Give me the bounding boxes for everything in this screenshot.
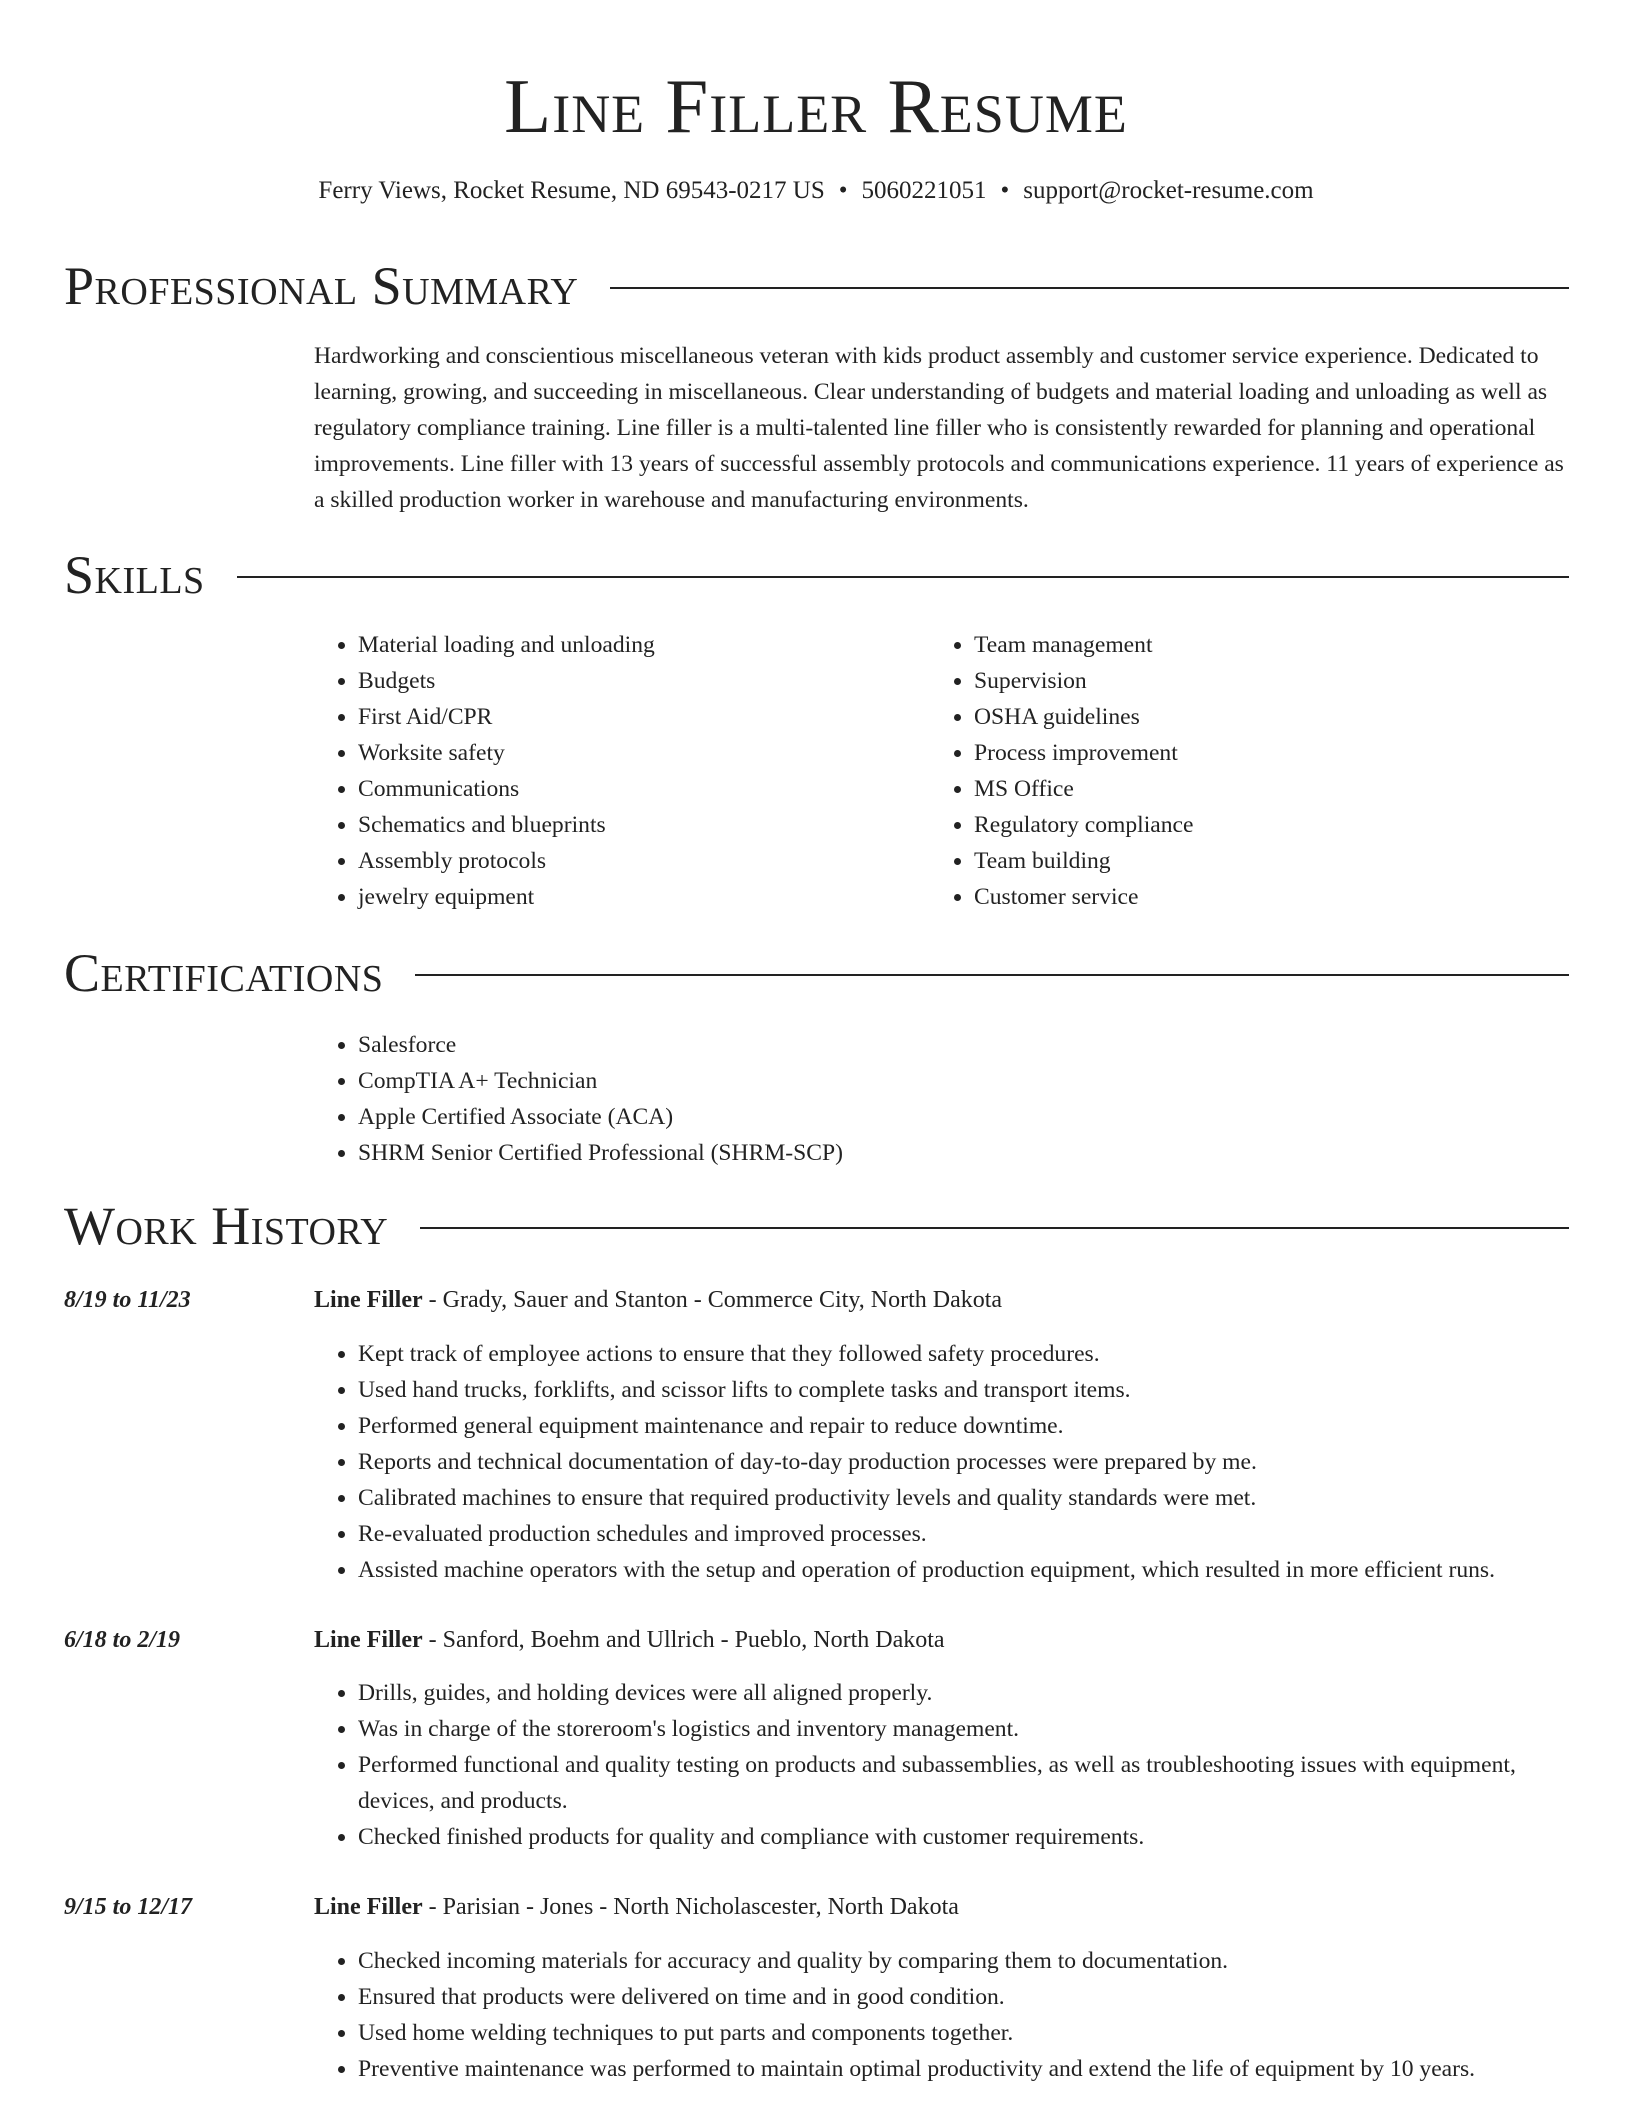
skill-item: • Material loading and unloading	[358, 627, 914, 663]
skill-item: • Team management	[974, 627, 1530, 663]
skills-section-header	[64, 543, 1569, 607]
job-bullet: • Kept track of employee actions to ensure that they followed safety procedures.	[358, 1336, 1574, 1372]
certification-item: • Apple Certified Associate (ACA)	[358, 1099, 1514, 1135]
certifications-section-header	[64, 941, 1569, 1005]
job-title: Line Filler	[314, 1627, 423, 1653]
skill-item: • MS Office	[974, 771, 1530, 807]
skill-item: • OSHA guidelines	[974, 699, 1530, 735]
job-bullet: • Was in charge of the storeroom's logistics and inventory management.	[358, 1711, 1574, 1747]
skill-item: • Process improvement	[974, 735, 1530, 771]
job-bullet: • Used hand trucks, forklifts, and scissor lifts to complete tasks and transport items.	[358, 1372, 1574, 1408]
job-bullet: • Checked finished products for quality and compliance with customer requirements.	[358, 1819, 1574, 1855]
contact-phone: 5060221051	[861, 177, 987, 204]
certification-item: • SHRM Senior Certified Professional (SHRM-SCP)	[358, 1135, 1514, 1171]
job-bullet: • Used home welding techniques to put parts and components together.	[358, 2015, 1574, 2051]
certification-item: • CompTIA A+ Technician	[358, 1063, 1514, 1099]
summary-section-header	[64, 254, 1569, 318]
skill-item: • Team building	[974, 843, 1530, 879]
job-heading	[314, 1622, 945, 1658]
certifications-section-title: Certifications	[64, 943, 384, 1003]
section-divider	[610, 287, 1569, 289]
skill-item: • Supervision	[974, 663, 1530, 699]
job-title: Line Filler	[314, 1894, 423, 1920]
job-bullet-list	[314, 1943, 1574, 2087]
job-bullet: • Checked incoming materials for accuracy and quality by comparing them to documentation.	[358, 1943, 1574, 1979]
job-dates: 9/15 to 12/17	[64, 1894, 193, 1920]
job-heading	[314, 1889, 959, 1925]
skill-item: • First Aid/CPR	[358, 699, 914, 735]
resume-name: Line Filler Resume	[504, 63, 1128, 149]
job-employer-location: - Sanford, Boehm and Ullrich - Pueblo, North Dakota	[422, 1627, 945, 1653]
skills-column-left	[314, 627, 914, 915]
job-heading	[314, 1282, 1002, 1318]
skill-item: • Regulatory compliance	[974, 807, 1530, 843]
job-dates: 6/18 to 2/19	[64, 1627, 181, 1653]
job-employer-location: - Grady, Sauer and Stanton - Commerce City, North Dakota	[422, 1287, 1003, 1313]
job-bullet: • Performed general equipment maintenance and repair to reduce downtime.	[358, 1408, 1574, 1444]
skill-item: • Worksite safety	[358, 735, 914, 771]
skills-column-right	[930, 627, 1530, 915]
contact-email: support@rocket-resume.com	[1023, 177, 1314, 204]
contact-separator: •	[838, 177, 848, 204]
job-bullet-list	[314, 1675, 1574, 1855]
job-bullet: • Calibrated machines to ensure that required productivity levels and quality standards were met.	[358, 1480, 1574, 1516]
skill-item: • Assembly protocols	[358, 843, 914, 879]
contact-line	[0, 174, 1632, 208]
work-section-title: Work History	[64, 1196, 389, 1256]
work-section-header	[64, 1194, 1569, 1258]
skill-item: • Communications	[358, 771, 914, 807]
certification-item: • Salesforce	[358, 1027, 1514, 1063]
job-bullet: • Reports and technical documentation of day-to-day production processes were prepared by me.	[358, 1444, 1574, 1480]
job-dates: 8/19 to 11/23	[64, 1287, 191, 1313]
job-bullet: • Drills, guides, and holding devices were all aligned properly.	[358, 1675, 1574, 1711]
job-bullet: • Assisted machine operators with the setup and operation of production equipment, which resulted in more efficient runs.	[358, 1552, 1574, 1588]
summary-section-title: Professional Summary	[64, 256, 579, 316]
job-bullet: • Re-evaluated production schedules and improved processes.	[358, 1516, 1574, 1552]
section-divider	[420, 1227, 1569, 1229]
section-divider	[237, 576, 1569, 578]
contact-separator: •	[1000, 177, 1010, 204]
contact-address: Ferry Views, Rocket Resume, ND 69543-0217 US	[318, 177, 825, 204]
skill-item: • Schematics and blueprints	[358, 807, 914, 843]
section-divider	[415, 974, 1569, 976]
certifications-list	[314, 1027, 1514, 1171]
job-bullet: • Performed functional and quality testing on products and subassemblies, as well as troubleshooting issues with equipment, devices, and products.	[358, 1747, 1574, 1819]
skills-section-title: Skills	[64, 545, 205, 605]
skill-item: • jewelry equipment	[358, 879, 914, 915]
job-bullet: • Ensured that products were delivered on time and in good condition.	[358, 1979, 1574, 2015]
job-bullet-list	[314, 1336, 1574, 1588]
job-bullet: • Preventive maintenance was performed to maintain optimal productivity and extend the life of equipment by 10 years.	[358, 2051, 1574, 2087]
job-employer-location: - Parisian - Jones - North Nicholascester, North Dakota	[422, 1894, 959, 1920]
skill-item: • Budgets	[358, 663, 914, 699]
skill-item: • Customer service	[974, 879, 1530, 915]
job-title: Line Filler	[314, 1287, 423, 1313]
summary-text: Hardworking and conscientious miscellaneous veteran with kids product assembly and customer service experience. Dedicated to learning, growing, and succeeding in miscellaneous. Clear understanding of budgets and material loading and unloading as well as regulatory compliance training. Line filler is a multi-talented line filler who is consistently rewarded for planning and operational improvements. Line filler with 13 years of successful assembly protocols and communications experience. 11 years of experience as a skilled production worker in warehouse and manufacturing environments.	[314, 343, 1564, 513]
